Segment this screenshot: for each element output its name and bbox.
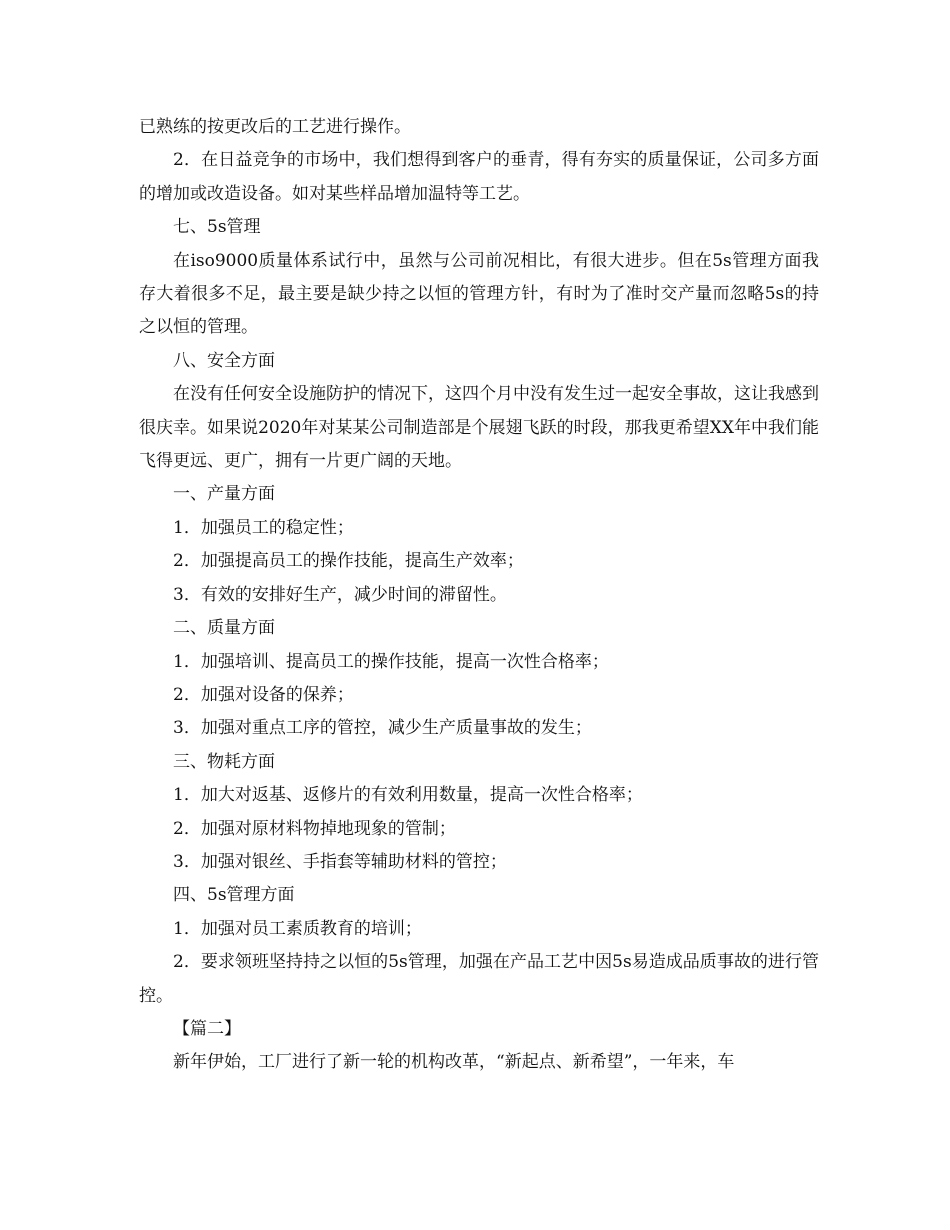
paragraph-continuation: 已熟练的按更改后的工艺进行操作。 <box>139 117 411 137</box>
list-item: 2．加强提高员工的操作技能，提高生产效率； <box>173 551 524 572</box>
list-item: 3．加强对重点工序的管控，减少生产质量事故的发生； <box>173 718 592 739</box>
section-heading-output: 一、产量方面 <box>173 484 275 505</box>
list-item: 2．加强对设备的保养； <box>173 684 354 705</box>
article-heading: 【篇二】 <box>173 1018 241 1039</box>
section-heading-quality: 二、质量方面 <box>173 618 275 639</box>
paragraph-equipment-improvement: 2．在日益竞争的市场中，我们想得到客户的垂青，得有夯实的质量保证，公司多方面的增加或改造设备。如对某些样品增加温特等工艺。 <box>139 150 819 204</box>
section-heading-safety: 八、安全方面 <box>173 350 275 371</box>
list-item: 1．加大对返基、返修片的有效利用数量，提高一次性合格率； <box>173 785 643 806</box>
paragraph-safety: 在没有任何安全设施防护的情况下，这四个月中没有发生过一起安全事故，这让我感到很庆幸。如果说2020年对某某公司制造部是个展翅飞跃的时段，那我更希望XX年中我们能飞得更远、更广，拥有一片更广阔的天地。 <box>139 384 819 472</box>
list-item: 1．加强对员工素质教育的培训； <box>173 918 422 939</box>
paragraph-5s-management: 在iso9000质量体系试行中，虽然与公司前况相比，有很大进步。但在5s管理方面我存大着很多不足，最主要是缺少持之以恒的管理方针，有时为了准时交产量而忽略5s的持之以恒的管理。 <box>139 250 819 338</box>
list-item: 3．加强对银丝、手指套等辅助材料的管控； <box>173 851 507 872</box>
section-heading-5s-management-plan: 四、5s管理方面 <box>173 885 295 906</box>
paragraph-article-intro: 新年伊始，工厂进行了新一轮的机构改革，“新起点、新希望”，一年来，车 <box>173 1052 735 1073</box>
list-item: 1．加强员工的稳定性； <box>173 517 354 538</box>
list-item: 1．加强培训、提高员工的操作技能，提高一次性合格率； <box>173 651 609 672</box>
section-heading-5s-management: 七、5s管理 <box>173 217 261 238</box>
list-item: 2．要求领班坚持持之以恒的5s管理，加强在产品工艺中因5s易造成品质事故的进行管控。 <box>139 952 819 1006</box>
list-item: 2．加强对原材料物掉地现象的管制； <box>173 818 456 839</box>
section-heading-material-consumption: 三、物耗方面 <box>173 751 275 772</box>
document-body <box>139 111 819 1080</box>
list-item: 3．有效的安排好生产，减少时间的滞留性。 <box>173 584 507 605</box>
